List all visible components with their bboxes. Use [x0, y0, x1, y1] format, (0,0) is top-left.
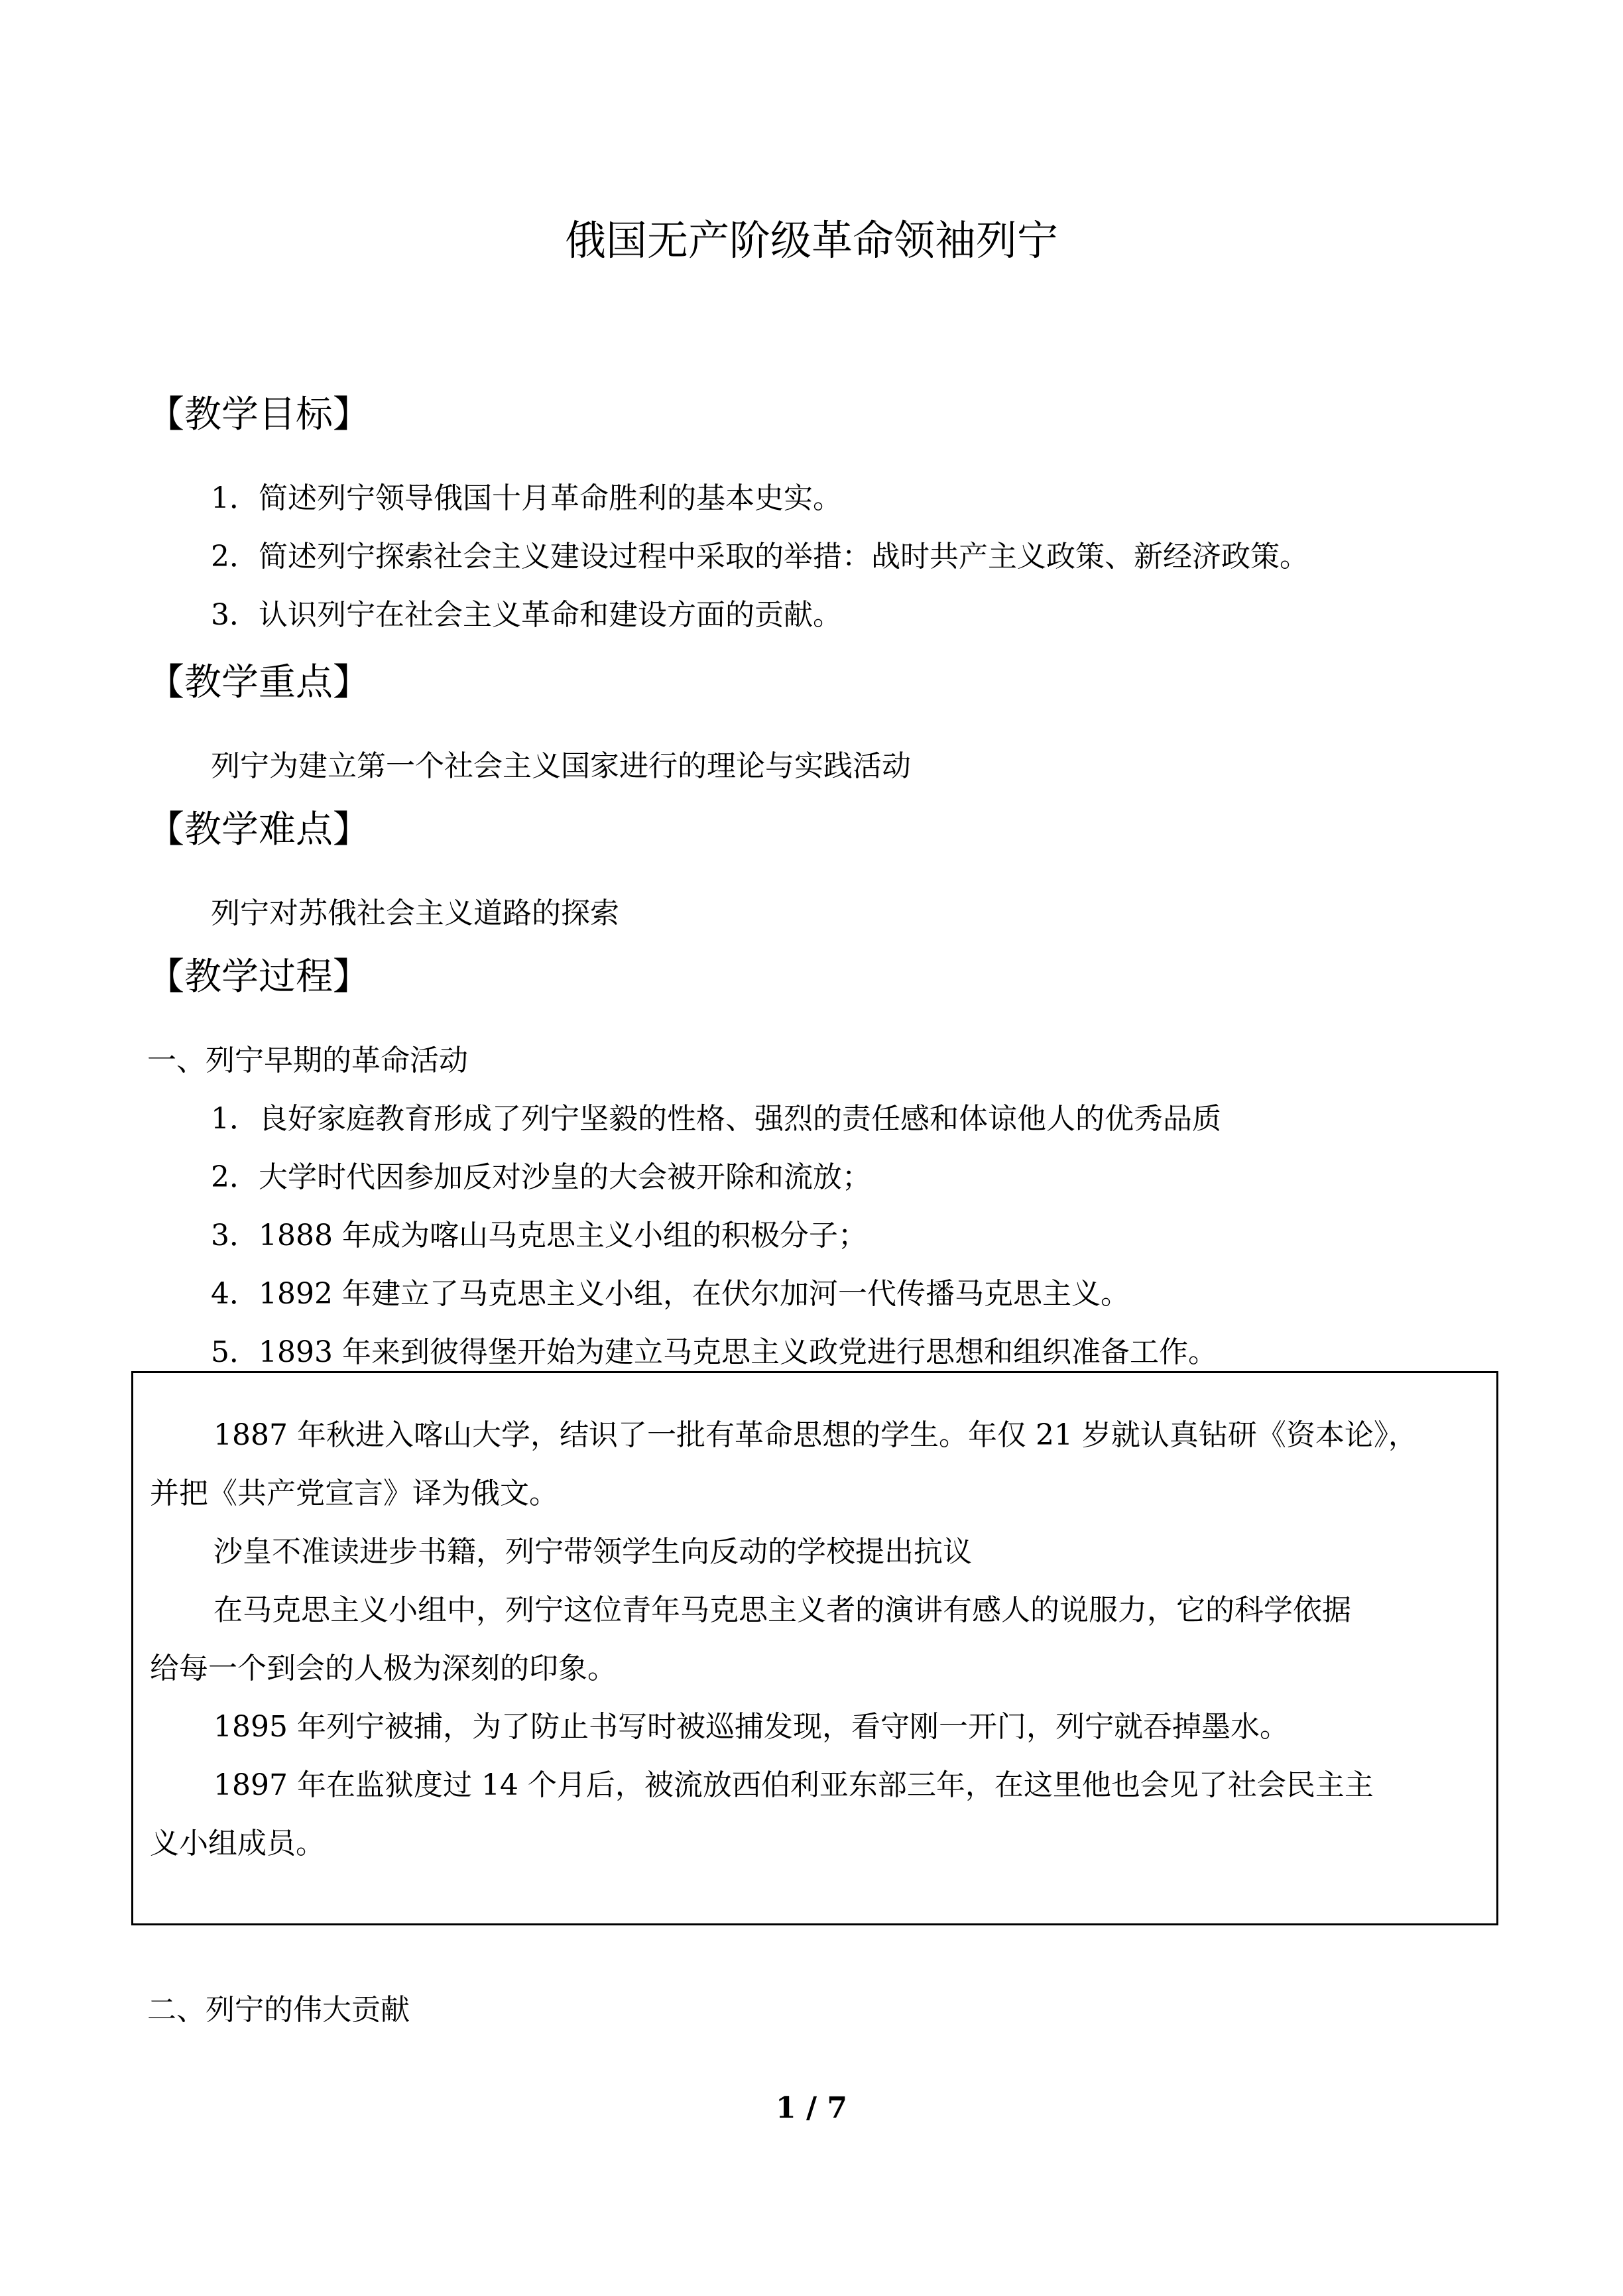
part1-item: 2．大学时代因参加反对沙皇的大会被开除和流放；: [211, 1160, 871, 1194]
box-line: 1895 年列宁被捕，为了防止书写时被巡捕发现，看守刚一开门，列宁就吞掉墨水。: [213, 1710, 1289, 1744]
box-line: 义小组成员。: [150, 1827, 325, 1860]
part2-title: 二、列宁的伟大贡献: [147, 1993, 410, 2027]
key-points-heading: 【教学重点】: [147, 661, 370, 704]
part1-item: 3．1888 年成为喀山马克思主义小组的积极分子；: [211, 1219, 867, 1252]
part1-item: 4．1892 年建立了马克思主义小组，在伏尔加河一代传播马克思主义。: [211, 1277, 1130, 1311]
box-line: 给每一个到会的人极为深刻的印象。: [150, 1652, 617, 1685]
difficulties-text: 列宁对苏俄社会主义道路的探索: [211, 896, 619, 930]
objective-item: 1．简述列宁领导俄国十月革命胜利的基本史实。: [211, 481, 842, 515]
objective-item: 2．简述列宁探索社会主义建设过程中采取的举措：战时共产主义政策、新经济政策。: [211, 540, 1309, 574]
part1-title: 一、列宁早期的革命活动: [147, 1044, 468, 1077]
box-line: 沙皇不准读进步书籍，列宁带领学生向反动的学校提出抗议: [213, 1535, 972, 1569]
part1-item: 1．良好家庭教育形成了列宁坚毅的性格、强烈的责任感和体谅他人的优秀品质: [211, 1102, 1221, 1136]
supplementary-material-box: [131, 1371, 1498, 1925]
box-line: 1887 年秋进入喀山大学，结识了一批有革命思想的学生。年仅 21 岁就认真钻研《资本论》，: [213, 1418, 1417, 1452]
page-number: 1 / 7: [776, 2091, 847, 2125]
box-line: 并把《共产党宣言》译为俄文。: [150, 1477, 558, 1510]
document-title: 俄国无产阶级革命领袖列宁: [564, 216, 1058, 265]
objective-item: 3．认识列宁在社会主义革命和建设方面的贡献。: [211, 598, 842, 632]
box-line: 在马克思主义小组中，列宁这位青年马克思主义者的演讲有感人的说服力，它的科学依据: [213, 1593, 1351, 1627]
box-line: 1897 年在监狱度过 14 个月后，被流放西伯利亚东部三年，在这里他也会见了社会民主主: [213, 1768, 1374, 1802]
part1-item: 5．1893 年来到彼得堡开始为建立马克思主义政党进行思想和组织准备工作。: [211, 1335, 1217, 1369]
difficulties-heading: 【教学难点】: [147, 808, 370, 851]
process-heading: 【教学过程】: [147, 955, 370, 998]
objectives-heading: 【教学目标】: [147, 393, 370, 436]
key-points-text: 列宁为建立第一个社会主义国家进行的理论与实践活动: [211, 749, 911, 783]
